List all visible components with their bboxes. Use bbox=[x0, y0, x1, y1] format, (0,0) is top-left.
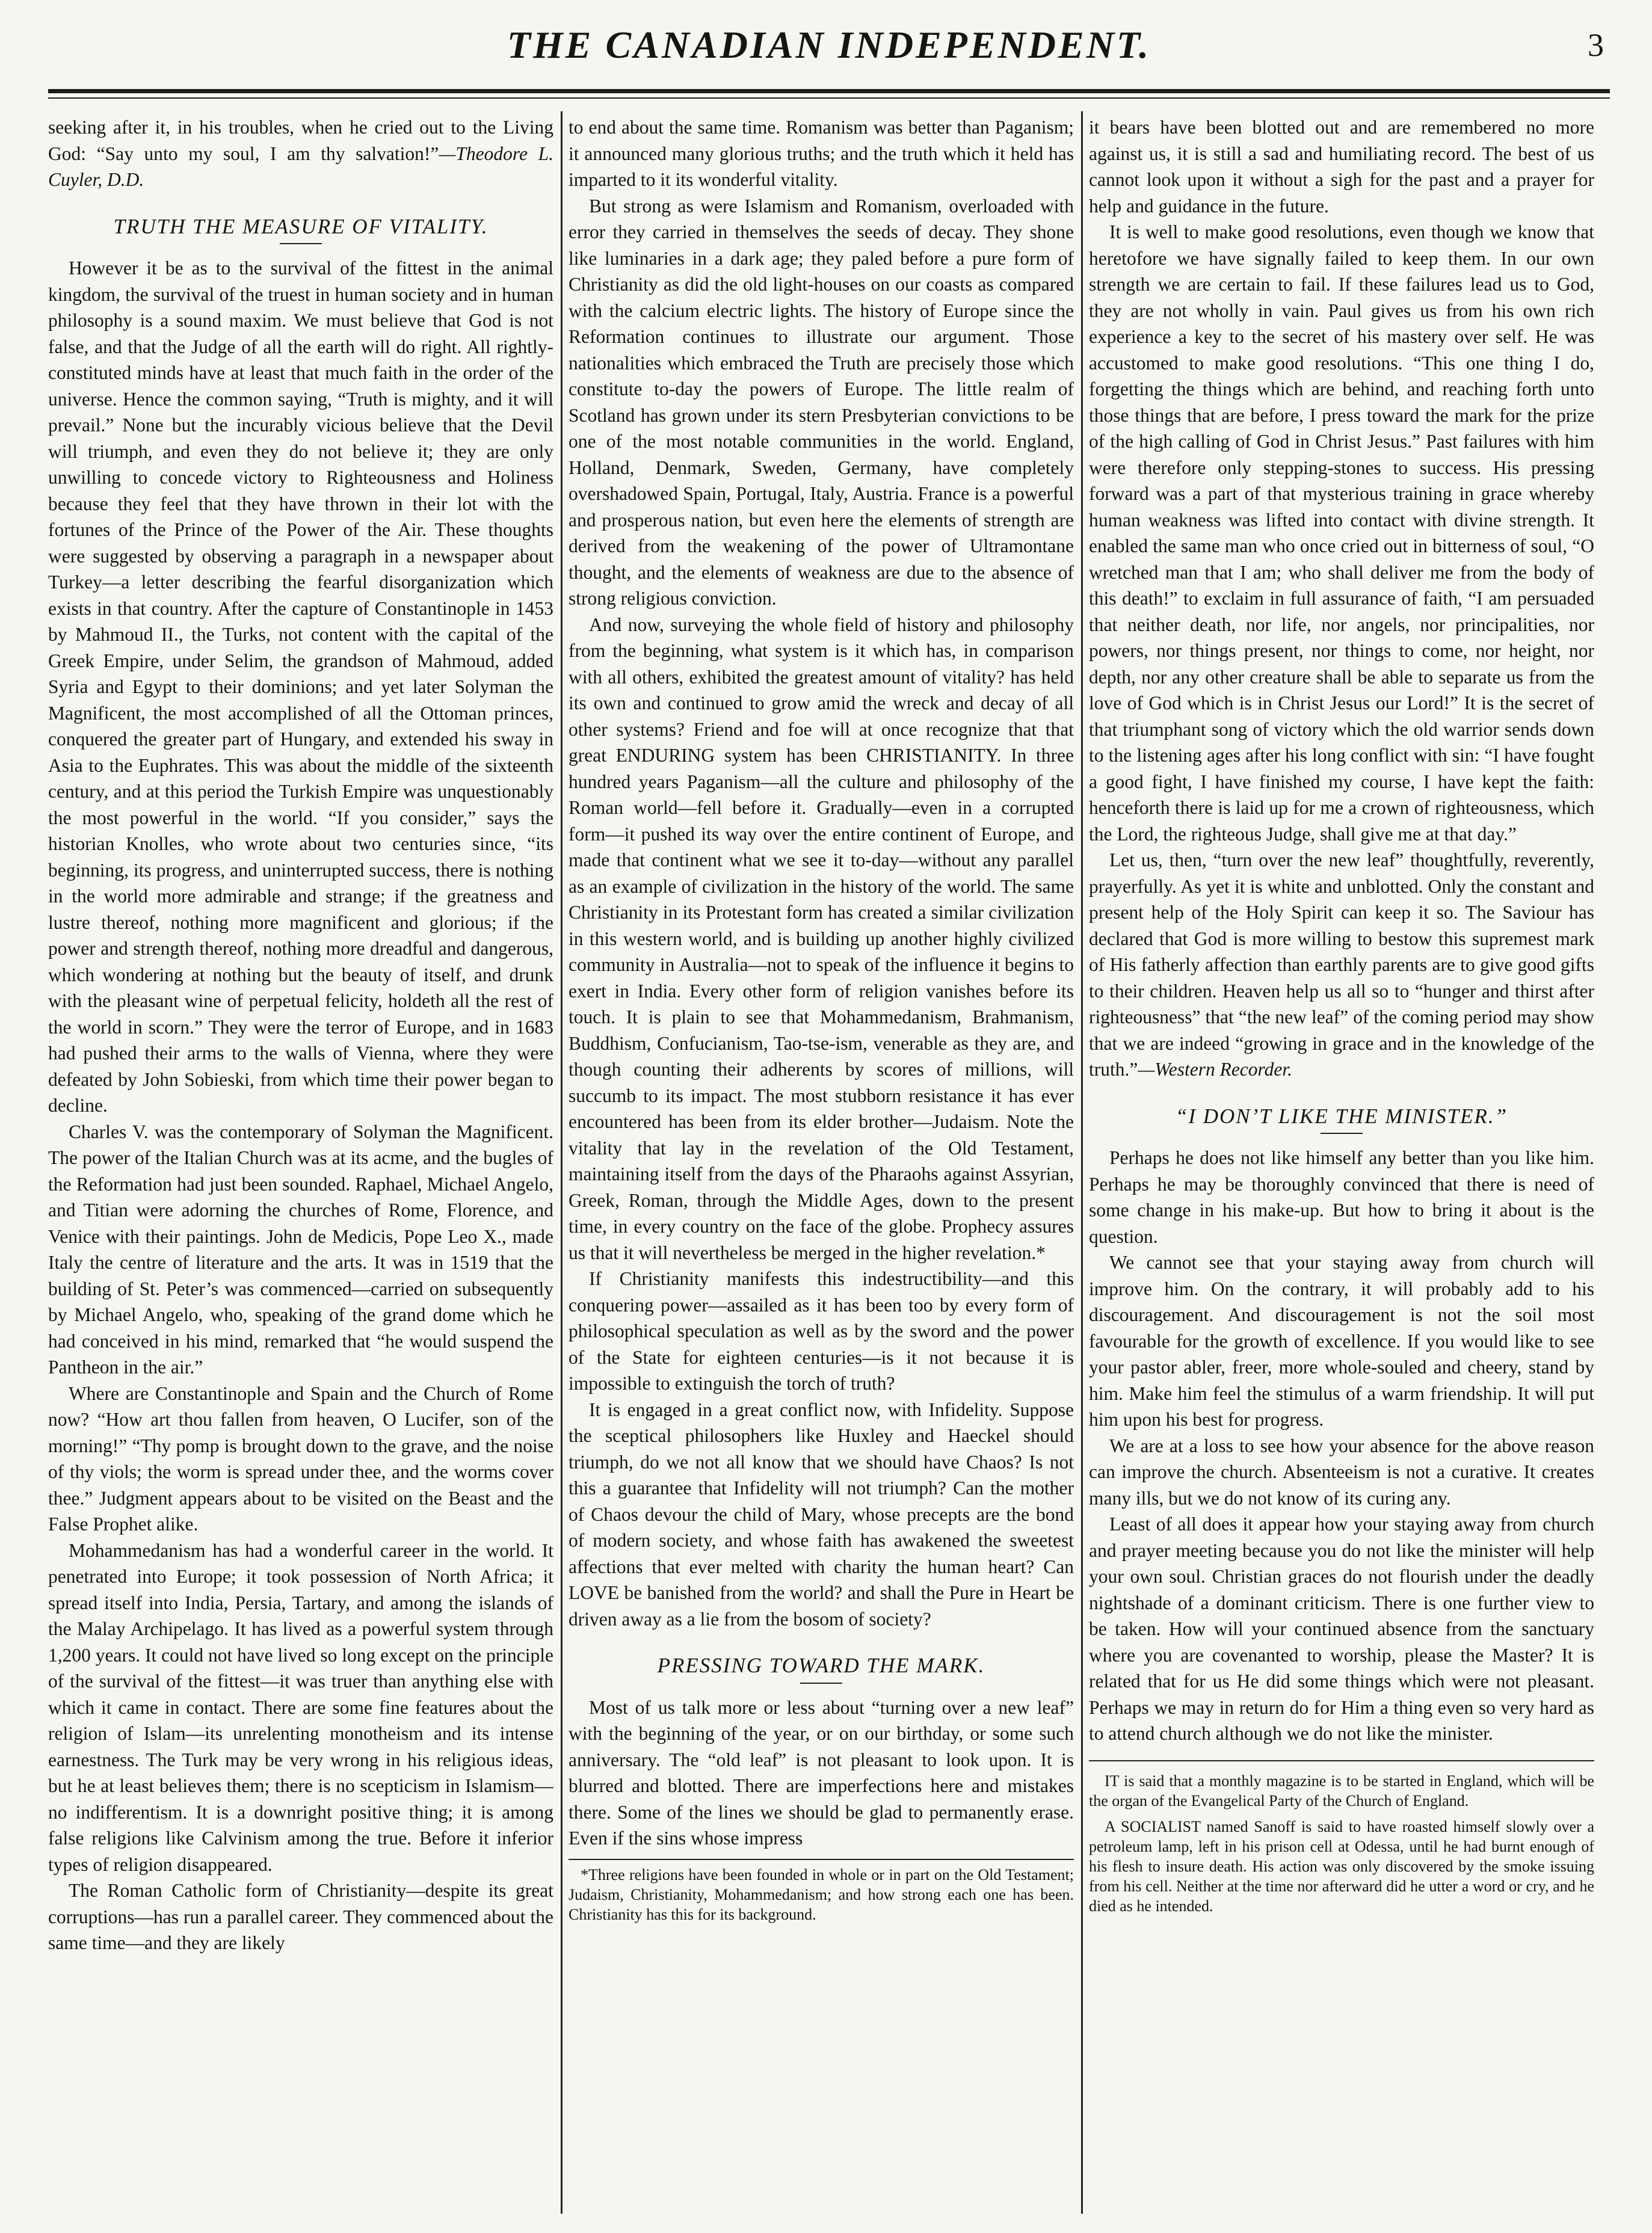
paragraph: It is engaged in a great conflict now, with Infidelity. Suppose the sceptical philosophers like Huxley and Haeckel should triumph, do we not all know that we should have Chaos? Is not this a guarantee that Infidelity will not triumph? Can the mother of Chaos devour the child of Mary, whose precepts are the bond of modern society, and whose faith has awakened the sweetest affections that ever melted with charity the human heart? Can LOVE be banished from the world? and shall the Pure in Heart be driven away as a lie from the bosom of society? bbox=[569, 1399, 1074, 1630]
paragraph: Charles V. was the contemporary of Solyman the Magnificent. The power of the Italian Church was at its acme, and the bugles of the Reformation had just been sounded. Raphael, Michael Angelo, and Titian were adorning the churches of Rome, Florence, and Venice with their paintings. John de Medicis, Pope Leo X., made Italy the centre of literature and the arts. It was in 1519 that the building of St. Peter’s was commenced—carried on subsequently by Michael Angelo, who, speaking of the grand dome which he had conceived in his mind, remarked that “he would suspend the Pantheon in the air.” bbox=[48, 1121, 553, 1378]
masthead bbox=[48, 18, 1610, 84]
paragraph: And now, surveying the whole field of history and philosophy from the beginning, what system is it which has, in comparison with all others, exhibited the greatest amount of vitality? has held its own and continued to grow amid the wreck and decay of all other systems? Friend and foe will at once recognize that that great ENDURING system has been CHRISTIANITY. In three hundred years Paganism—all the culture and philosophy of the Roman world—fell before it. Gradually—even in a corrupted form—it pushed its way over the entire continent of Europe, and made that continent what we see it to-day—without any parallel as an example of civilization in the history of the world. The same Christianity in its Protestant form has created a similar civilization in this western world, and is building up another highly civilized community in Australia—not to speak of the influence it begins to exert in India. Every other form of religion vanishes before its touch. It is plain to see that Mohammedanism, Brahmanism, Buddhism, Confucianism, Tao-tse-ism, venerable as they are, and though counting their adherents by scores of millions, will succumb to its impact. The most stubborn resistance it has ever encountered has been from its elder brother—Judaism. Note the vitality that lay in the revelation of the Old Testament, maintaining itself from the days of the Pharaohs against Assyrian, Greek, Roman, through the Middle Ages, down to the present time, in every country on the face of the globe. Prophecy assures us that it will nevertheless be merged in the higher revelation.* bbox=[569, 614, 1074, 1263]
footnote-rule bbox=[569, 1859, 1074, 1860]
heading-rule bbox=[280, 243, 322, 244]
heading-rule bbox=[800, 1683, 842, 1684]
paragraph: Least of all does it appear how your staying away from church and prayer meeting because you do not like the minister will help your own soul. Christian graces do not flourish under the deadly nightshade of a dominant criticism. There is one further view to be taken. How will your continued absence from the sanctuary where you are covenanted to worship, please the Master? It is related that for us He did some things which were not pleasant. Perhaps we may in return do for Him a thing even so very hard as to attend church although we do not like the minister. bbox=[1089, 1514, 1594, 1744]
masthead-rule bbox=[48, 89, 1610, 93]
paragraph: We are at a loss to see how your absence for the above reason can improve the church. Absenteeism is not a curative. It creates many ills, but we do not know of its curing any. bbox=[1089, 1435, 1594, 1509]
article-heading: TRUTH THE MEASURE OF VITALITY. bbox=[113, 214, 489, 238]
article-heading: PRESSING TOWARD THE MARK. bbox=[657, 1654, 985, 1677]
paragraph: Perhaps he does not like himself any better than you like him. Perhaps he may be thoroughly convinced that there is need of some change in his make-up. But how to bring it about is the question. bbox=[1089, 1147, 1594, 1247]
paragraph-text: Let us, then, “turn over the new leaf” thoughtfully, reverently, prayerfully. As yet it is white and unblotted. Only the constant and present help of the Holy Spirit can keep it so. The Saviour has declared that God is more willing to bestow this supremest mark of His fatherly affection than earthly parents are to give good gifts to their children. Heaven help us all so to “hunger and thirst after righteousness” that “the new leaf” of the coming period may show that we are indeed “growing in grace and in the knowledge of the truth.” bbox=[1089, 849, 1594, 1080]
column-3 bbox=[1089, 114, 1594, 2214]
paragraph: to end about the same time. Romanism was better than Paganism; it announced many glorious truths; and the truth which it held has imparted to it its wonderful vitality. bbox=[569, 117, 1074, 190]
paragraph: The Roman Catholic form of Christianity—despite its great corruptions—has run a parallel career. They commenced about the same time—and they are likely bbox=[48, 1880, 553, 1953]
paragraph: It is well to make good resolutions, even though we know that heretofore we have signally failed to keep them. In our own strength we are certain to fail. If these failures lead us to God, they are not wholly in vain. Paul gives us from his own rich experience a key to the secret of his mastery over self. He was accustomed to make good resolutions. “This one thing I do, forgetting the things which are behind, and reaching forth unto those things that are before, I press toward the mark for the prize of the high calling of God in Christ Jesus.” Past failures with him were therefore only stepping-stones to success. His pressing forward was a part of that mysterious training in grace whereby human weakness was lifted into contact with divine strength. It enabled the same man who once cried out in bitterness of soul, “O wretched man that I am; who shall deliver me from the body of this death!” to exclaim in full assurance of faith, “I am persuaded that neither death, nor life, nor angels, nor principalities, nor powers, nor things present, nor things to come, nor height, nor depth, nor any other creature shall be able to separate us from the love of God which is in Christ Jesus our Lord!” It is the secret of that triumphant song of victory which the old warrior sends down to the listening ages after his long conflict with sin: “I have fought a good fight, I have finished my course, I have kept the faith: henceforth there is laid up for me a crown of righteousness, which the Lord, the righteous Judge, shall give me at that day.” bbox=[1089, 221, 1594, 845]
masthead-rule-thin bbox=[48, 97, 1610, 99]
paragraph: But strong as were Islamism and Romanism, overloaded with error they carried in themselves the seeds of decay. They shone like luminaries in a dark age; they paled before a pure form of Christianity as did the old light-houses on our coasts as compared with the calcium electric lights. The history of Europe since the Reformation continues to illustrate our argument. Those nationalities which embraced the Truth are precisely those which constitute to-day the powers of Europe. The little realm of Scotland has grown under its stern Presbyterian convictions to be one of the most notable communities in the world. England, Holland, Denmark, Sweden, Germany, have completely overshadowed Spain, Portugal, Italy, Austria. France is a powerful and prosperous nation, but even here the elements of strength are derived from the weakening of the power of Ultramontane thought, and the elements of weakness are due to the absence of strong religious conviction. bbox=[569, 195, 1074, 609]
column-divider bbox=[561, 111, 562, 2214]
paragraph bbox=[1089, 847, 1594, 1083]
paragraph: Where are Constantinople and Spain and the Church of Rome now? “How art thou fallen from heaven, O Lucifer, son of the morning!” “Thy pomp is brought down to the grave, and the noise of thy viols; the worm is spread under thee, and the worms cover thee.” Judgment appears about to be visited on the Beast and the False Prophet alike. bbox=[48, 1382, 553, 1535]
heading-rule bbox=[1321, 1133, 1363, 1134]
column-divider bbox=[1081, 111, 1083, 2214]
paragraph: We cannot see that your staying away from church will improve him. On the contrary, it will probably add to his discouragement. And discouragement is not the soil most favourable for the growth of excellence. If you would like to see your pastor abler, freer, more whole-souled and cheery, stand by him. Make him feel the stimulus of a warm friendship. It will put him upon his best for progress. bbox=[1089, 1252, 1594, 1430]
paragraph: However it be as to the survival of the fittest in the animal kingdom, the survival of the truest in human society and in human philosophy is a sound maxim. We must believe that God is not false, and that the Judge of all the earth will do right. All rightly-constituted minds have at least that much faith in the order of the universe. Hence the common saying, “Truth is mighty, and it will prevail.” None but the incurably vicious believe that the Devil will triumph, and even they do not believe it; they are only unwilling to concede victory to Righteousness and Holiness because they feel that they have thrown in their lot with the fortunes of the Prince of the Power of the Air. These thoughts were suggested by observing a paragraph in a newspaper about Turkey—a letter describing the fearful disorganization which exists in that country. After the capture of Constantinople in 1453 by Mahmoud II., the Turks, not content with the capital of the Greek Empire, under Selim, the grandson of Mahmoud, added Syria and Egypt to their dominions; and yet later Solyman the Magnificent, the most accomplished of all the Ottoman princes, conquered the greater part of Hungary, and extended his sway in Asia to the Euphrates. This was about the middle of the sixteenth century, and at this period the Turkish Empire was unquestionably the most powerful in the world. “If you consider,” says the historian Knolles, who wrote about two centuries since, “its beginning, its progress, and uninterrupted success, there is nothing in the world more admirable and strange; if the greatness and lustre thereof, nothing more magnificent and glorious; if the power and strength thereof, nothing more dreadful and dangerous, which wondering at nothing but the beauty of itself, and drunk with the pleasant wine of perpetual felicity, holdeth all the rest of the world in scorn.” They were the terror of Europe, and in 1683 had pushed their arms to the walls of Vienna, where they were defeated by John Sobieski, from which time their power began to decline. bbox=[48, 257, 553, 1116]
masthead-title: THE CANADIAN INDEPENDENT. bbox=[507, 23, 1151, 66]
attribution: —Theodore L. Cuyler, D.D. bbox=[48, 143, 553, 190]
news-note: A SOCIALIST named Sanoff is said to have roasted himself slowly over a petroleum lamp, left in his prison cell at Odessa, until he had burnt enough of his flesh to insure death. His action was only discovered by the smoke issuing from his cell. Neither at the time nor afterward did he utter a word or cry, and he died as he intended. bbox=[1089, 1817, 1594, 1915]
notes-rule bbox=[1089, 1760, 1594, 1761]
column-2 bbox=[569, 114, 1074, 2214]
paragraph: Most of us talk more or less about “turning over a new leaf” with the beginning of the year, or on our birthday, or some such anniversary. The “old leaf” is not pleasant to look upon. It is blurred and blotted. There are imperfections here and mistakes there. Some of the lines we should be glad to permanently erase. Even if the sins whose impress bbox=[569, 1696, 1074, 1849]
paragraph: If Christianity manifests this indestructibility—and this conquering power—assailed as it has been too by every form of philosophical speculation as well as by the sword and the power of the State for eighteen centuries—is it not because it is impossible to extinguish the torch of truth? bbox=[569, 1268, 1074, 1394]
page-number: 3 bbox=[1588, 27, 1604, 63]
column-1 bbox=[48, 114, 553, 2214]
article-heading: “I DON’T LIKE THE MINISTER.” bbox=[1175, 1104, 1508, 1128]
paragraph-text: seeking after it, in his troubles, when he cried out to the Living God: “Say unto my soul, I am thy salvation!” bbox=[48, 117, 553, 164]
footnote: *Three religions have been founded in whole or in part on the Old Testament; Judaism, Christianity, Mohammedanism; and how strong each one has been. Christianity has this for its background. bbox=[569, 1865, 1074, 1923]
paragraph bbox=[48, 114, 553, 193]
paragraph: Mohammedanism has had a wonderful career in the world. It penetrated into Europe; it took possession of North Africa; it spread itself into India, Persia, Tartary, and among the islands of the Malay Archipelago. It has lived as a powerful system through 1,200 years. It could not have lived so long except on the principle of the survival of the fittest—it was truer than anything else with which it came in contact. There are some fine features about the religion of Islam—its unrelenting monotheism and its intense earnestness. The Turk may be very wrong in his religious ideas, but he at least believes them; there is no scepticism in Islamism—no indifferentism. It is a downright positive thing; it is among false religions like Calvinism among the true. Before it inferior types of religion disappeared. bbox=[48, 1539, 553, 1875]
news-note: IT is said that a monthly magazine is to be started in England, which will be the organ of the Evangelical Party of the Church of England. bbox=[1089, 1772, 1594, 1810]
paragraph: it bears have been blotted out and are remembered no more against us, it is still a sad and humiliating record. The best of us cannot look upon it without a sigh for the past and a prayer for help and guidance in the future. bbox=[1089, 117, 1594, 217]
attribution: —Western Recorder. bbox=[1138, 1059, 1292, 1080]
